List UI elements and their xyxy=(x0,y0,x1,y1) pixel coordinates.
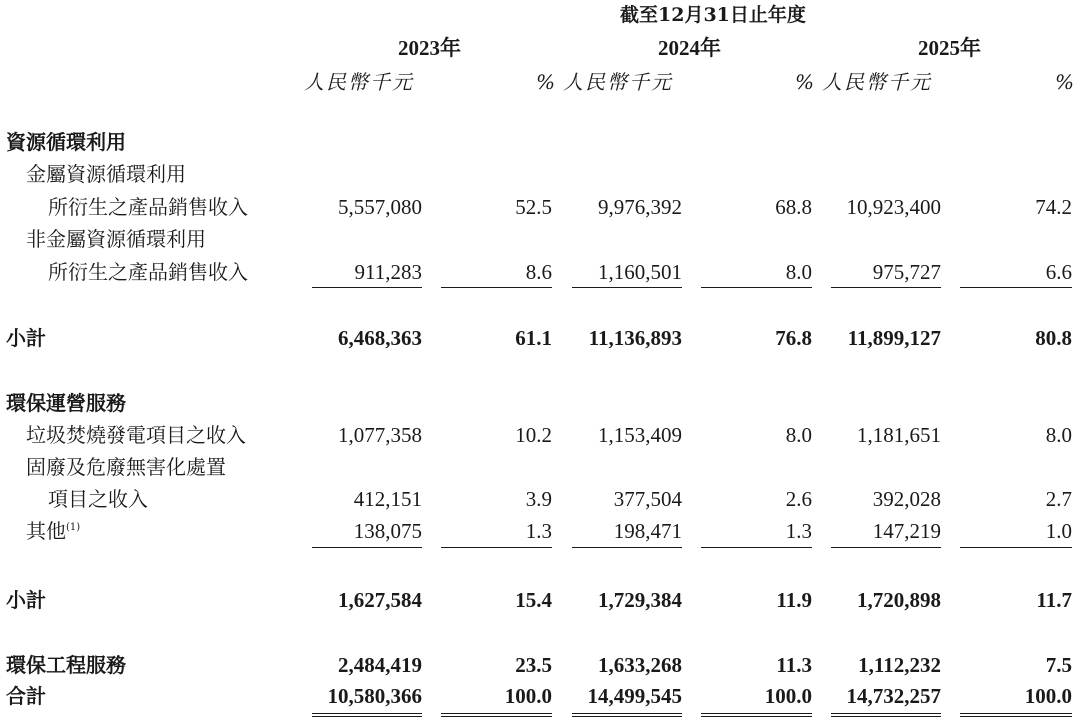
row-label: 合計 xyxy=(6,684,46,708)
period-header: 截至12月31日止年度 xyxy=(620,4,806,26)
double-divider xyxy=(312,713,422,717)
cell: 2,484,419 xyxy=(338,653,422,677)
cell: 6.6 xyxy=(1045,260,1072,284)
cell: 100.0 xyxy=(1024,684,1072,708)
row-label: 所衍生之產品銷售收入 xyxy=(48,260,248,284)
section-title-env-operation: 環保運營服務 xyxy=(6,391,126,415)
cell: 15.4 xyxy=(515,588,552,612)
cell: 52.5 xyxy=(515,195,552,219)
cell: 11.7 xyxy=(1036,588,1072,612)
footnote-marker: (1) xyxy=(66,522,81,533)
cell: 1.3 xyxy=(785,519,812,543)
cell: 7.5 xyxy=(1045,653,1072,677)
divider xyxy=(831,547,941,548)
year-2024: 2024年 xyxy=(658,36,721,60)
row-label xyxy=(26,521,80,541)
cell: 8.0 xyxy=(785,423,812,447)
cell: 76.8 xyxy=(775,326,812,350)
year-2025: 2025年 xyxy=(918,36,981,60)
unit-2025: 人民幣千元 xyxy=(822,70,932,94)
cell: 10,923,400 xyxy=(846,195,941,219)
cell: 68.8 xyxy=(775,195,812,219)
cell: 74.2 xyxy=(1035,195,1072,219)
cell: 392,028 xyxy=(872,487,941,511)
cell: 1,181,651 xyxy=(857,423,941,447)
cell: 1,160,501 xyxy=(598,260,682,284)
cell: 61.1 xyxy=(515,326,552,350)
pct-2023: % xyxy=(536,70,556,94)
cell: 2.7 xyxy=(1045,487,1072,511)
divider xyxy=(701,547,812,548)
cell: 11.9 xyxy=(776,588,812,612)
double-divider xyxy=(960,713,1072,717)
double-divider xyxy=(441,713,552,717)
unit-2024: 人民幣千元 xyxy=(563,70,673,94)
nonmetal-recycling-title: 非金屬資源循環利用 xyxy=(26,227,206,251)
double-divider xyxy=(831,713,941,717)
cell: 5,557,080 xyxy=(338,195,422,219)
row-label: 所衍生之產品銷售收入 xyxy=(48,195,248,219)
pct-2025: % xyxy=(1055,70,1075,94)
cell: 8.0 xyxy=(1045,423,1072,447)
cell: 1,153,409 xyxy=(598,423,682,447)
divider xyxy=(960,287,1072,288)
cell: 1,633,268 xyxy=(598,653,682,677)
cell: 8.0 xyxy=(785,260,812,284)
cell: 9,976,392 xyxy=(598,195,682,219)
pct-2024: % xyxy=(795,70,815,94)
cell: 100.0 xyxy=(504,684,552,708)
cell: 1,627,584 xyxy=(338,588,422,612)
cell: 10,580,366 xyxy=(327,684,422,708)
divider xyxy=(572,287,682,288)
cell: 377,504 xyxy=(613,487,682,511)
cell: 23.5 xyxy=(515,653,552,677)
row-label: 小計 xyxy=(6,326,46,350)
cell: 14,499,545 xyxy=(587,684,682,708)
divider xyxy=(701,287,812,288)
cell: 11,136,893 xyxy=(588,326,682,350)
cell: 80.8 xyxy=(1035,326,1072,350)
year-2023: 2023年 xyxy=(398,36,461,60)
cell: 11,899,127 xyxy=(847,326,941,350)
cell: 6,468,363 xyxy=(338,326,422,350)
solid-waste-title: 固廢及危廢無害化處置 xyxy=(26,455,226,479)
metal-recycling-title: 金屬資源循環利用 xyxy=(26,162,186,186)
double-divider xyxy=(701,713,812,717)
unit-2023: 人民幣千元 xyxy=(304,70,414,94)
cell: 138,075 xyxy=(353,519,422,543)
cell: 1,729,384 xyxy=(598,588,682,612)
divider xyxy=(312,547,422,548)
divider xyxy=(441,287,552,288)
cell: 100.0 xyxy=(764,684,812,708)
cell: 911,283 xyxy=(354,260,422,284)
divider xyxy=(572,547,682,548)
cell: 1,112,232 xyxy=(858,653,941,677)
cell: 11.3 xyxy=(776,653,812,677)
cell: 1.0 xyxy=(1045,519,1072,543)
row-label: 小計 xyxy=(6,588,46,612)
row-label: 垃圾焚燒發電項目之收入 xyxy=(26,423,246,447)
cell: 412,151 xyxy=(353,487,422,511)
divider xyxy=(831,287,941,288)
cell: 975,727 xyxy=(872,260,941,284)
cell: 1,077,358 xyxy=(338,423,422,447)
divider xyxy=(441,547,552,548)
other-label: 其他 xyxy=(26,519,66,543)
section-title-resource-recycling: 資源循環利用 xyxy=(6,130,126,154)
double-divider xyxy=(572,713,682,717)
row-label: 項目之收入 xyxy=(48,487,148,511)
cell: 2.6 xyxy=(785,487,812,511)
cell: 3.9 xyxy=(525,487,552,511)
cell: 10.2 xyxy=(515,423,552,447)
cell: 1.3 xyxy=(525,519,552,543)
divider xyxy=(312,287,422,288)
cell: 14,732,257 xyxy=(846,684,941,708)
cell: 198,471 xyxy=(613,519,682,543)
cell: 8.6 xyxy=(525,260,552,284)
cell: 1,720,898 xyxy=(857,588,941,612)
row-label: 環保工程服務 xyxy=(6,653,126,677)
cell: 147,219 xyxy=(872,519,941,543)
divider xyxy=(960,547,1072,548)
